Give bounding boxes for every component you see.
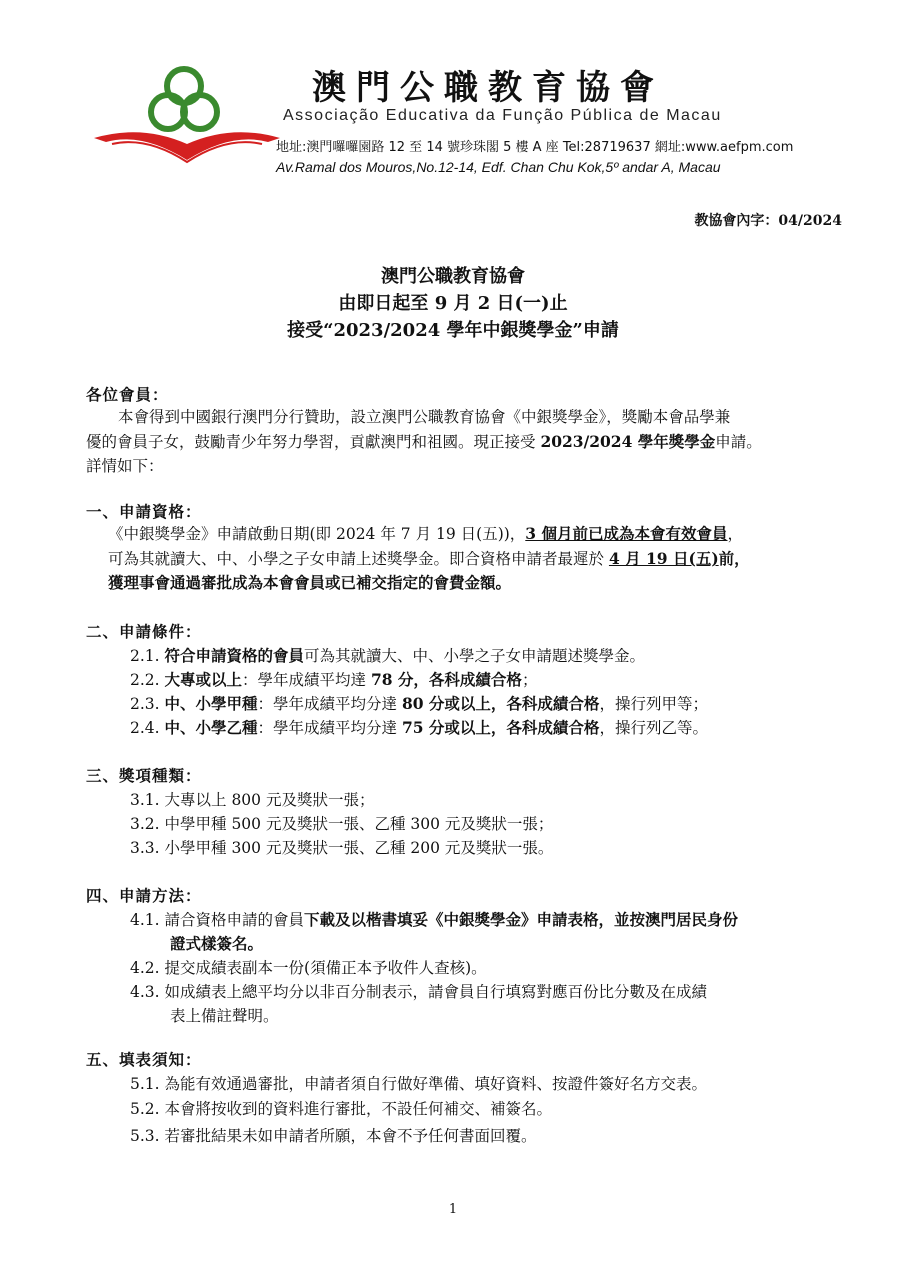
item-number: 4.2.: [130, 959, 160, 977]
list-item: [130, 956, 487, 978]
sec1-punct-2: 前，: [718, 549, 750, 568]
list-item: [130, 980, 707, 1002]
item-bold-2: 80 分或以上，各科成績合格: [401, 694, 600, 713]
list-item-continuation: 表上備註聲明。: [170, 1007, 279, 1025]
intro-bold: 2023/2024 學年獎學金: [540, 432, 716, 451]
sec1-emphasis: 3 個月前已成為本會有效會員: [525, 524, 728, 543]
section-3-heading: 三、獎項種類：: [86, 766, 202, 785]
intro-text-end: 申請。: [715, 433, 762, 451]
section-1-line-3: 獲理事會通過審批成為本會會員或已補交指定的會費金額。: [108, 573, 512, 592]
title-line-1: 澳門公職教育協會: [381, 266, 525, 287]
list-item: [130, 668, 537, 690]
list-item: [130, 644, 645, 666]
item-number: 3.2.: [130, 815, 160, 833]
item-text-2: ，操行列甲等；: [599, 695, 708, 713]
item-text: 小學甲種 300 元及獎狀一張、乙種 200 元及獎狀一張。: [164, 839, 554, 857]
sec1-text-2: 可為其就讀大、中、小學之子女申請上述獎學金。即合資格申請者最遲於: [108, 550, 609, 568]
item-bold: 中、小學乙種: [164, 718, 258, 737]
section-1-line-1: [108, 523, 743, 545]
intro-text: 優的會員子女，鼓勵青少年努力學習，貢獻澳門和祖國。現正接受: [86, 433, 541, 451]
item-text: 大專以上 800 元及獎狀一張；: [164, 791, 375, 809]
section-5-heading: 五、填表須知：: [86, 1050, 202, 1069]
item-number: 2.3.: [130, 695, 160, 713]
salutation: 各位會員：: [86, 385, 169, 404]
item-bold-2: 78 分，各科成績合格: [370, 670, 522, 689]
item-text-2: ；: [521, 671, 538, 689]
list-item: [130, 1097, 552, 1119]
list-item: [130, 1072, 707, 1094]
sec1-deadline: 4 月 19 日(五): [608, 549, 719, 568]
list-item: [130, 812, 553, 834]
item-bold: 大專或以上: [164, 670, 243, 689]
address-cn: 地址:澳門囉囉園路 12 至 14 號珍珠閣 5 樓 A 座 Tel:28719637 網址:www.aefpm.com: [276, 140, 794, 155]
intro-line-3: 詳情如下：: [86, 457, 164, 475]
item-bold: 中、小學甲種: [164, 694, 258, 713]
org-name-pt: Associação Educativa da Função Pública de Macau: [283, 107, 722, 124]
item-number: 5.1.: [130, 1075, 160, 1093]
item-number: 2.2.: [130, 671, 160, 689]
item-text: 若審批結果未如申請者所願，本會不予任何書面回覆。: [164, 1127, 537, 1145]
sec1-text: 《中銀獎學金》申請啟動日期(即 2024 年 7 月 19 日(五))，: [108, 525, 526, 543]
item-text: 中學甲種 500 元及獎狀一張、乙種 300 元及獎狀一張；: [164, 815, 554, 833]
item-number: 3.3.: [130, 839, 160, 857]
item-text: ：學年成績平均分達: [257, 695, 402, 713]
item-number: 5.2.: [130, 1100, 160, 1118]
item-number: 4.3.: [130, 983, 160, 1001]
reference-number: 教協會內字：04/2024: [694, 213, 842, 229]
item-text: ：學年成績平均達: [242, 671, 371, 689]
item-bold: 符合申請資格的會員: [164, 646, 305, 665]
item-number: 3.1.: [130, 791, 160, 809]
item-number: 2.1.: [130, 647, 160, 665]
item-number: 4.1.: [130, 911, 160, 929]
org-logo: [92, 64, 282, 164]
item-text: 為能有效通過審批，申請者須自行做好準備、填好資料、按證件簽好名方交表。: [164, 1075, 708, 1093]
item-text: 可為其就讀大、中、小學之子女申請題述獎學金。: [304, 647, 646, 665]
section-1-line-2: [108, 548, 750, 570]
item-number: 2.4.: [130, 719, 160, 737]
item-text: 請合資格申請的會員: [164, 911, 305, 929]
item-number: 5.3.: [130, 1127, 160, 1145]
list-item-continuation: 證式樣簽名。: [170, 934, 264, 953]
list-item: [130, 1124, 537, 1146]
page-number: 1: [448, 1202, 458, 1217]
section-4-heading: 四、申請方法：: [86, 886, 202, 905]
intro-line-2: [86, 431, 762, 453]
list-item: [130, 788, 374, 810]
title-line-2: 由即日起至 9 月 2 日(一)止: [338, 293, 568, 314]
item-bold: 下載及以楷書填妥《中銀獎學金》申請表格，並按澳門居民身份: [304, 910, 739, 929]
list-item: [130, 716, 708, 738]
org-name-cn: 澳門公職教育協會: [312, 68, 664, 108]
address-pt: Av.Ramal dos Mouros,No.12-14, Edf. Chan Chu Kok,5º andar A, Macau: [276, 159, 721, 175]
list-item: [130, 692, 708, 714]
list-item: [130, 908, 738, 930]
title-line-3: 接受“2023/2024 學年中銀獎學金”申請: [287, 320, 619, 341]
item-text-2: ，操行列乙等。: [599, 719, 708, 737]
list-item: [130, 836, 553, 858]
item-bold-2: 75 分或以上，各科成績合格: [401, 718, 600, 737]
item-text: ：學年成績平均分達: [257, 719, 402, 737]
item-text: 本會將按收到的資料進行審批，不設任何補交、補簽名。: [164, 1100, 553, 1118]
sec1-punct: ，: [727, 525, 743, 543]
item-text: 如成績表上總平均分以非百分制表示，請會員自行填寫對應百份比分數及在成績: [164, 983, 708, 1001]
item-text: 提交成績表副本一份(須備正本予收件人查核)。: [164, 959, 487, 977]
section-2-heading: 二、申請條件：: [86, 622, 202, 641]
intro-line-1: 本會得到中國銀行澳門分行贊助，設立澳門公職教育協會《中銀獎學金》，獎勵本會品學兼: [118, 408, 731, 426]
section-1-heading: 一、申請資格：: [86, 502, 202, 521]
